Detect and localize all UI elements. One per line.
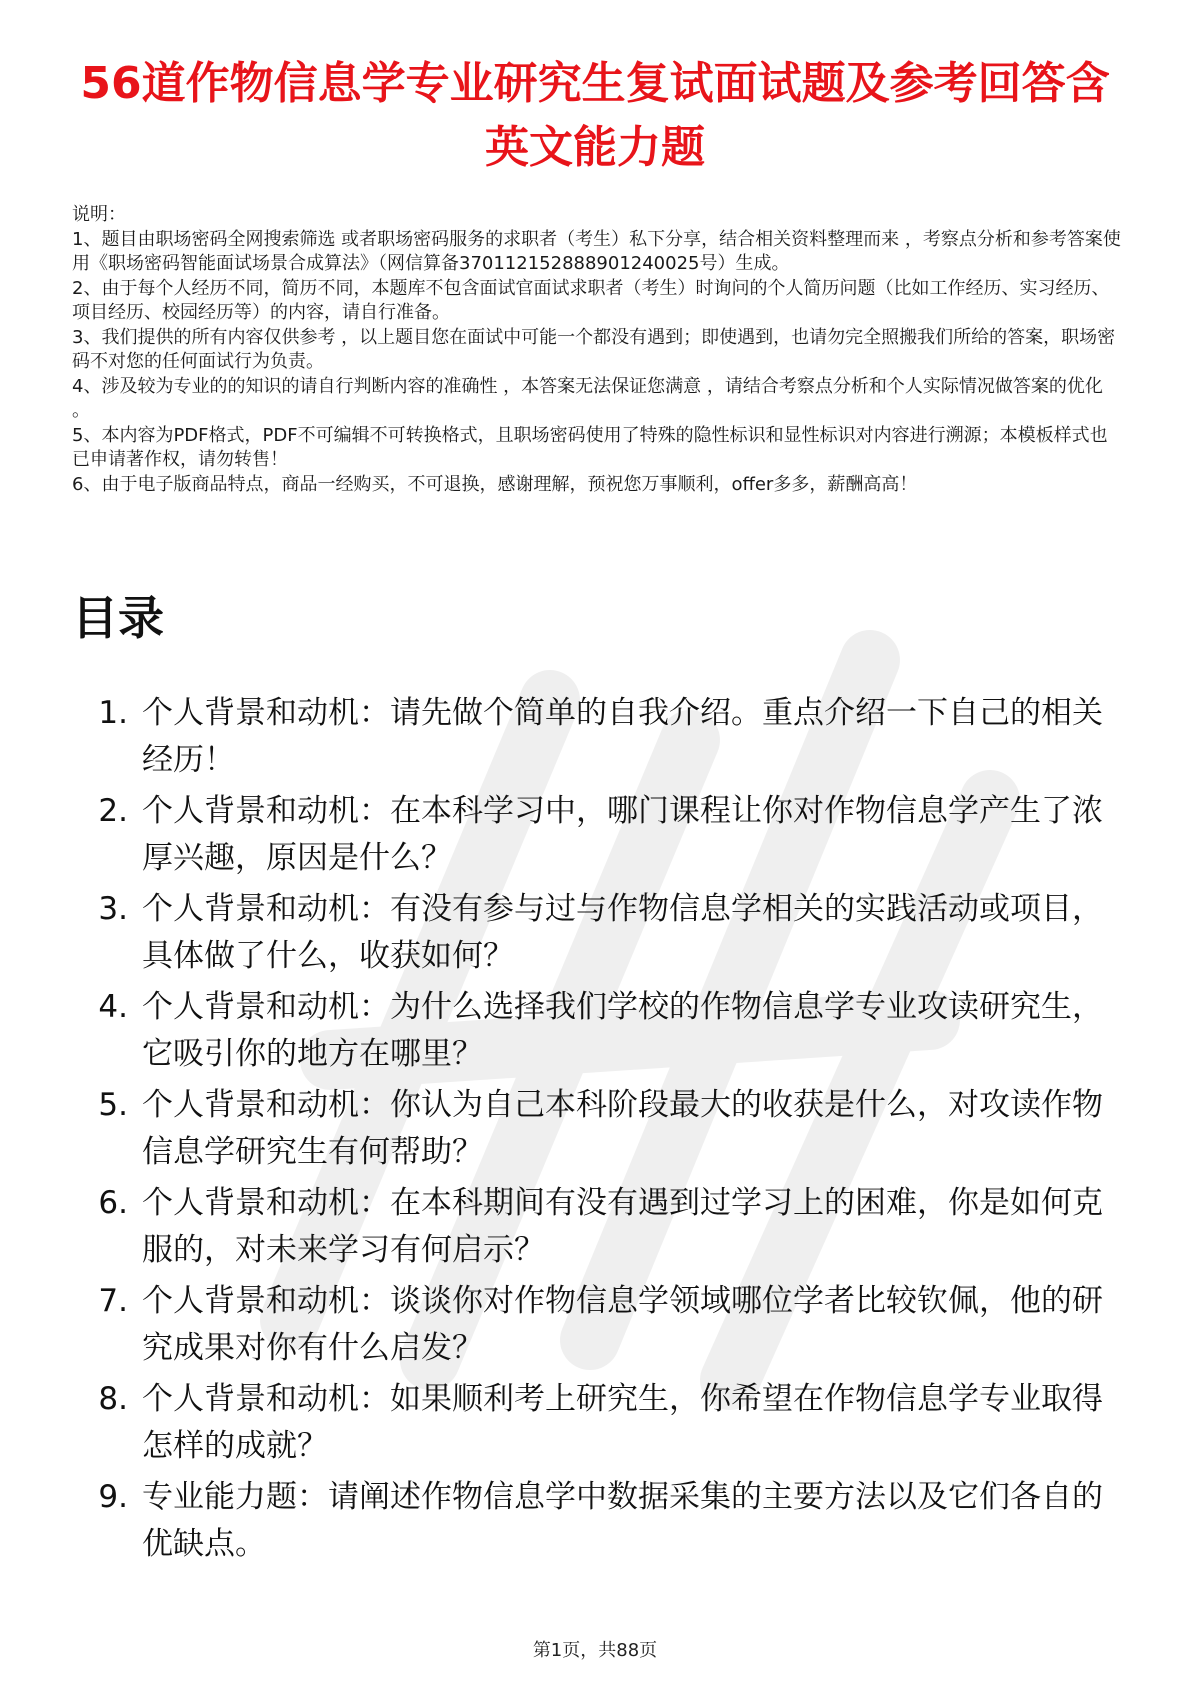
toc-item[interactable]: [72, 886, 1122, 980]
table-of-contents: [72, 690, 1122, 1572]
note-item: 1、题目由职场密码全网搜索筛选 或者职场密码服务的求职者（考生）私下分享，结合相关资料整理而来 ，考察点分析和参考答案使用《职场密码智能面试场景合成算法》（网信算备370112152888901240025号）生成。: [72, 228, 1121, 274]
note-item: 4、涉及较为专业的的知识的请自行判断内容的准确性 ，本答案无法保证您满意 ，请结合考察点分析和个人实际情况做答案的优化 。: [72, 375, 1103, 421]
note-item: 2、由于每个人经历不同，简历不同，本题库不包含面试官面试求职者（考生）时询问的个人简历问题（比如工作经历、实习经历、项目经历、校园经历等）的内容，请自行准备。: [72, 277, 1110, 323]
toc-item-number: 9.: [98, 1479, 128, 1515]
toc-item-text: 专业能力题：请阐述作物信息学中数据采集的主要方法以及它们各自的优缺点。: [142, 1479, 1103, 1562]
toc-item[interactable]: [72, 1180, 1122, 1274]
toc-item[interactable]: [72, 1278, 1122, 1372]
toc-item-text: 个人背景和动机：如果顺利考上研究生，你希望在作物信息学专业取得怎样的成就？: [142, 1381, 1103, 1464]
toc-item-text: 个人背景和动机：你认为自己本科阶段最大的收获是什么，对攻读作物信息学研究生有何帮助？: [142, 1087, 1103, 1170]
toc-item-text: 个人背景和动机：请先做个简单的自我介绍。重点介绍一下自己的相关经历！: [142, 695, 1103, 778]
toc-item[interactable]: [72, 1376, 1122, 1470]
note-item: 3、我们提供的所有内容仅供参考 ，以上题目您在面试中可能一个都没有遇到；即使遇到，也请勿完全照搬我们所给的答案，职场密码不对您的任何面试行为负责。: [72, 326, 1116, 372]
toc-item-number: 7.: [98, 1283, 128, 1319]
toc-item-number: 8.: [98, 1381, 128, 1417]
toc-item[interactable]: [72, 788, 1122, 882]
toc-heading: 目录: [72, 591, 164, 645]
toc-item[interactable]: [72, 1082, 1122, 1176]
toc-item-text: 个人背景和动机：为什么选择我们学校的作物信息学专业攻读研究生，它吸引你的地方在哪里？: [142, 989, 1103, 1072]
toc-item[interactable]: [72, 690, 1122, 784]
toc-item-number: 3.: [98, 891, 128, 927]
toc-item[interactable]: [72, 984, 1122, 1078]
toc-item-number: 6.: [98, 1185, 128, 1221]
toc-item-text: 个人背景和动机：在本科期间有没有遇到过学习上的困难，你是如何克服的，对未来学习有何启示？: [142, 1185, 1103, 1268]
notes-heading: 说明：: [72, 204, 126, 225]
toc-item-number: 2.: [98, 793, 128, 829]
toc-item-number: 5.: [98, 1087, 128, 1123]
toc-item-number: 4.: [98, 989, 128, 1025]
note-item: 5、本内容为PDF格式，PDF不可编辑不可转换格式，且职场密码使用了特殊的隐性标识和显性标识对内容进行溯源；本模板样式也已申请著作权，请勿转售！: [72, 424, 1108, 470]
toc-item[interactable]: [72, 1474, 1122, 1568]
disclaimer-notes: [72, 203, 1122, 497]
toc-item-text: 个人背景和动机：在本科学习中，哪门课程让你对作物信息学产生了浓厚兴趣，原因是什么？: [142, 793, 1103, 876]
page-number-footer: 第1页，共88页: [532, 1640, 658, 1661]
toc-item-number: 1.: [98, 695, 128, 731]
note-item: 6、由于电子版商品特点，商品一经购买，不可退换，感谢理解，预祝您万事顺利，offer多多，薪酬高高！: [72, 473, 918, 495]
toc-item-text: 个人背景和动机：有没有参与过与作物信息学相关的实践活动或项目，具体做了什么，收获如何？: [142, 891, 1103, 974]
toc-item-text: 个人背景和动机：谈谈你对作物信息学领域哪位学者比较钦佩，他的研究成果对你有什么启发？: [142, 1283, 1103, 1366]
document-title: 56道作物信息学专业研究生复试面试题及参考回答含英文能力题: [80, 58, 1110, 173]
